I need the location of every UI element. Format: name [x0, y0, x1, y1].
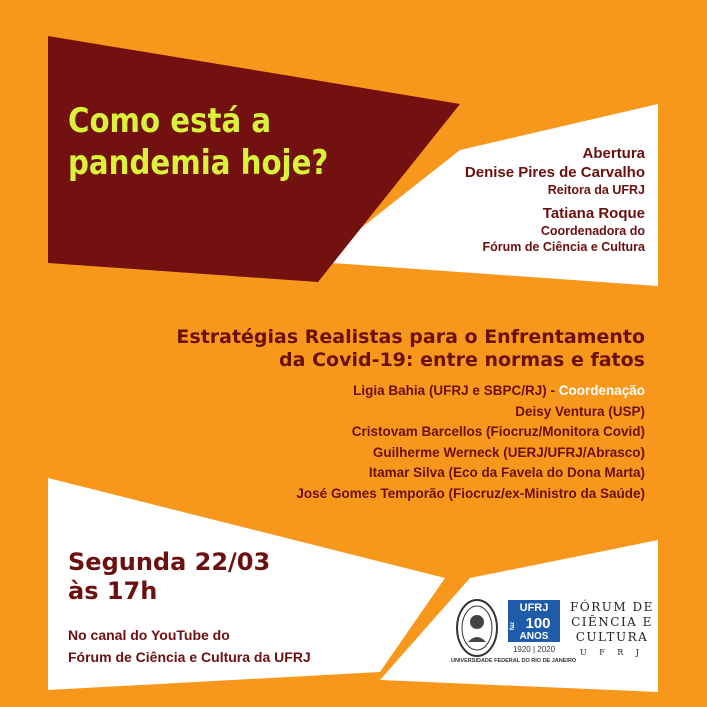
- years-text: 1920 | 2020: [512, 645, 556, 654]
- participant-2: Cristovam Barcellos (Fiocruz/Monitora Covid): [351, 424, 645, 439]
- ufrj-100-years-logo: [508, 600, 560, 655]
- panel-title-1: Estratégias Realistas para o Enfrentamento: [176, 326, 645, 348]
- participant-4: Itamar Silva (Eco da Favela do Dona Marta): [368, 465, 645, 480]
- speaker-1-role: Reitora da UFRJ: [547, 183, 645, 197]
- channel-line-1: No canal do YouTube do: [68, 627, 230, 643]
- event-time: às 17h: [68, 577, 158, 605]
- university-seal-icon: [455, 598, 499, 658]
- participant-1: Deisy Ventura (USP): [515, 403, 645, 419]
- title-line-2: pandemia hoje?: [68, 143, 329, 183]
- forum-logo-line-2: CIÊNCIA E: [571, 615, 653, 629]
- forum-logo-line-3: CULTURA: [575, 630, 649, 644]
- faz-text: faz: [510, 621, 516, 631]
- forum-logo-line-4: U F R J: [579, 648, 645, 657]
- speaker-1-name: Denise Pires de Carvalho: [464, 164, 645, 181]
- channel-line-2: Fórum de Ciência e Cultura da UFRJ: [68, 649, 311, 665]
- event-date: [68, 548, 270, 606]
- panel-title-2: da Covid-19: entre normas e fatos: [279, 349, 645, 371]
- participant-5: José Gomes Temporão (Fiocruz/ex-Ministro da Saúde): [296, 485, 645, 501]
- participant-list: [176, 381, 645, 504]
- forum-logo-line-1: FÓRUM DE: [570, 600, 654, 614]
- participant-3: Guilherme Werneck (UERJ/UFRJ/Abrasco): [372, 444, 645, 460]
- speaker-2-role-1: Coordenadora do: [540, 224, 645, 238]
- hundred-text: 100: [525, 615, 551, 632]
- title-line-1: Como está a: [68, 101, 272, 141]
- speaker-2-role-2: Fórum de Ciência e Cultura: [482, 240, 645, 254]
- opening-heading: Abertura: [582, 145, 645, 162]
- coordinator-name: Ligia Bahia (UFRJ e SBPC/RJ) -: [353, 383, 559, 398]
- coordinator-line: [176, 381, 645, 402]
- speaker-2-name: Tatiana Roque: [542, 205, 645, 222]
- event-channel: [68, 624, 311, 668]
- coordinator-role: Coordenação: [558, 383, 645, 398]
- forum-logo: [570, 600, 654, 657]
- anos-text: ANOS: [519, 631, 549, 642]
- main-title: [68, 100, 328, 184]
- university-name: UNIVERSIDADE FEDERAL DO RIO DE JANEIRO: [451, 658, 577, 664]
- event-day: Segunda 22/03: [68, 548, 271, 576]
- ufrj-text: UFRJ: [519, 602, 549, 614]
- panel-section: [176, 326, 645, 504]
- opening-section: [465, 144, 645, 255]
